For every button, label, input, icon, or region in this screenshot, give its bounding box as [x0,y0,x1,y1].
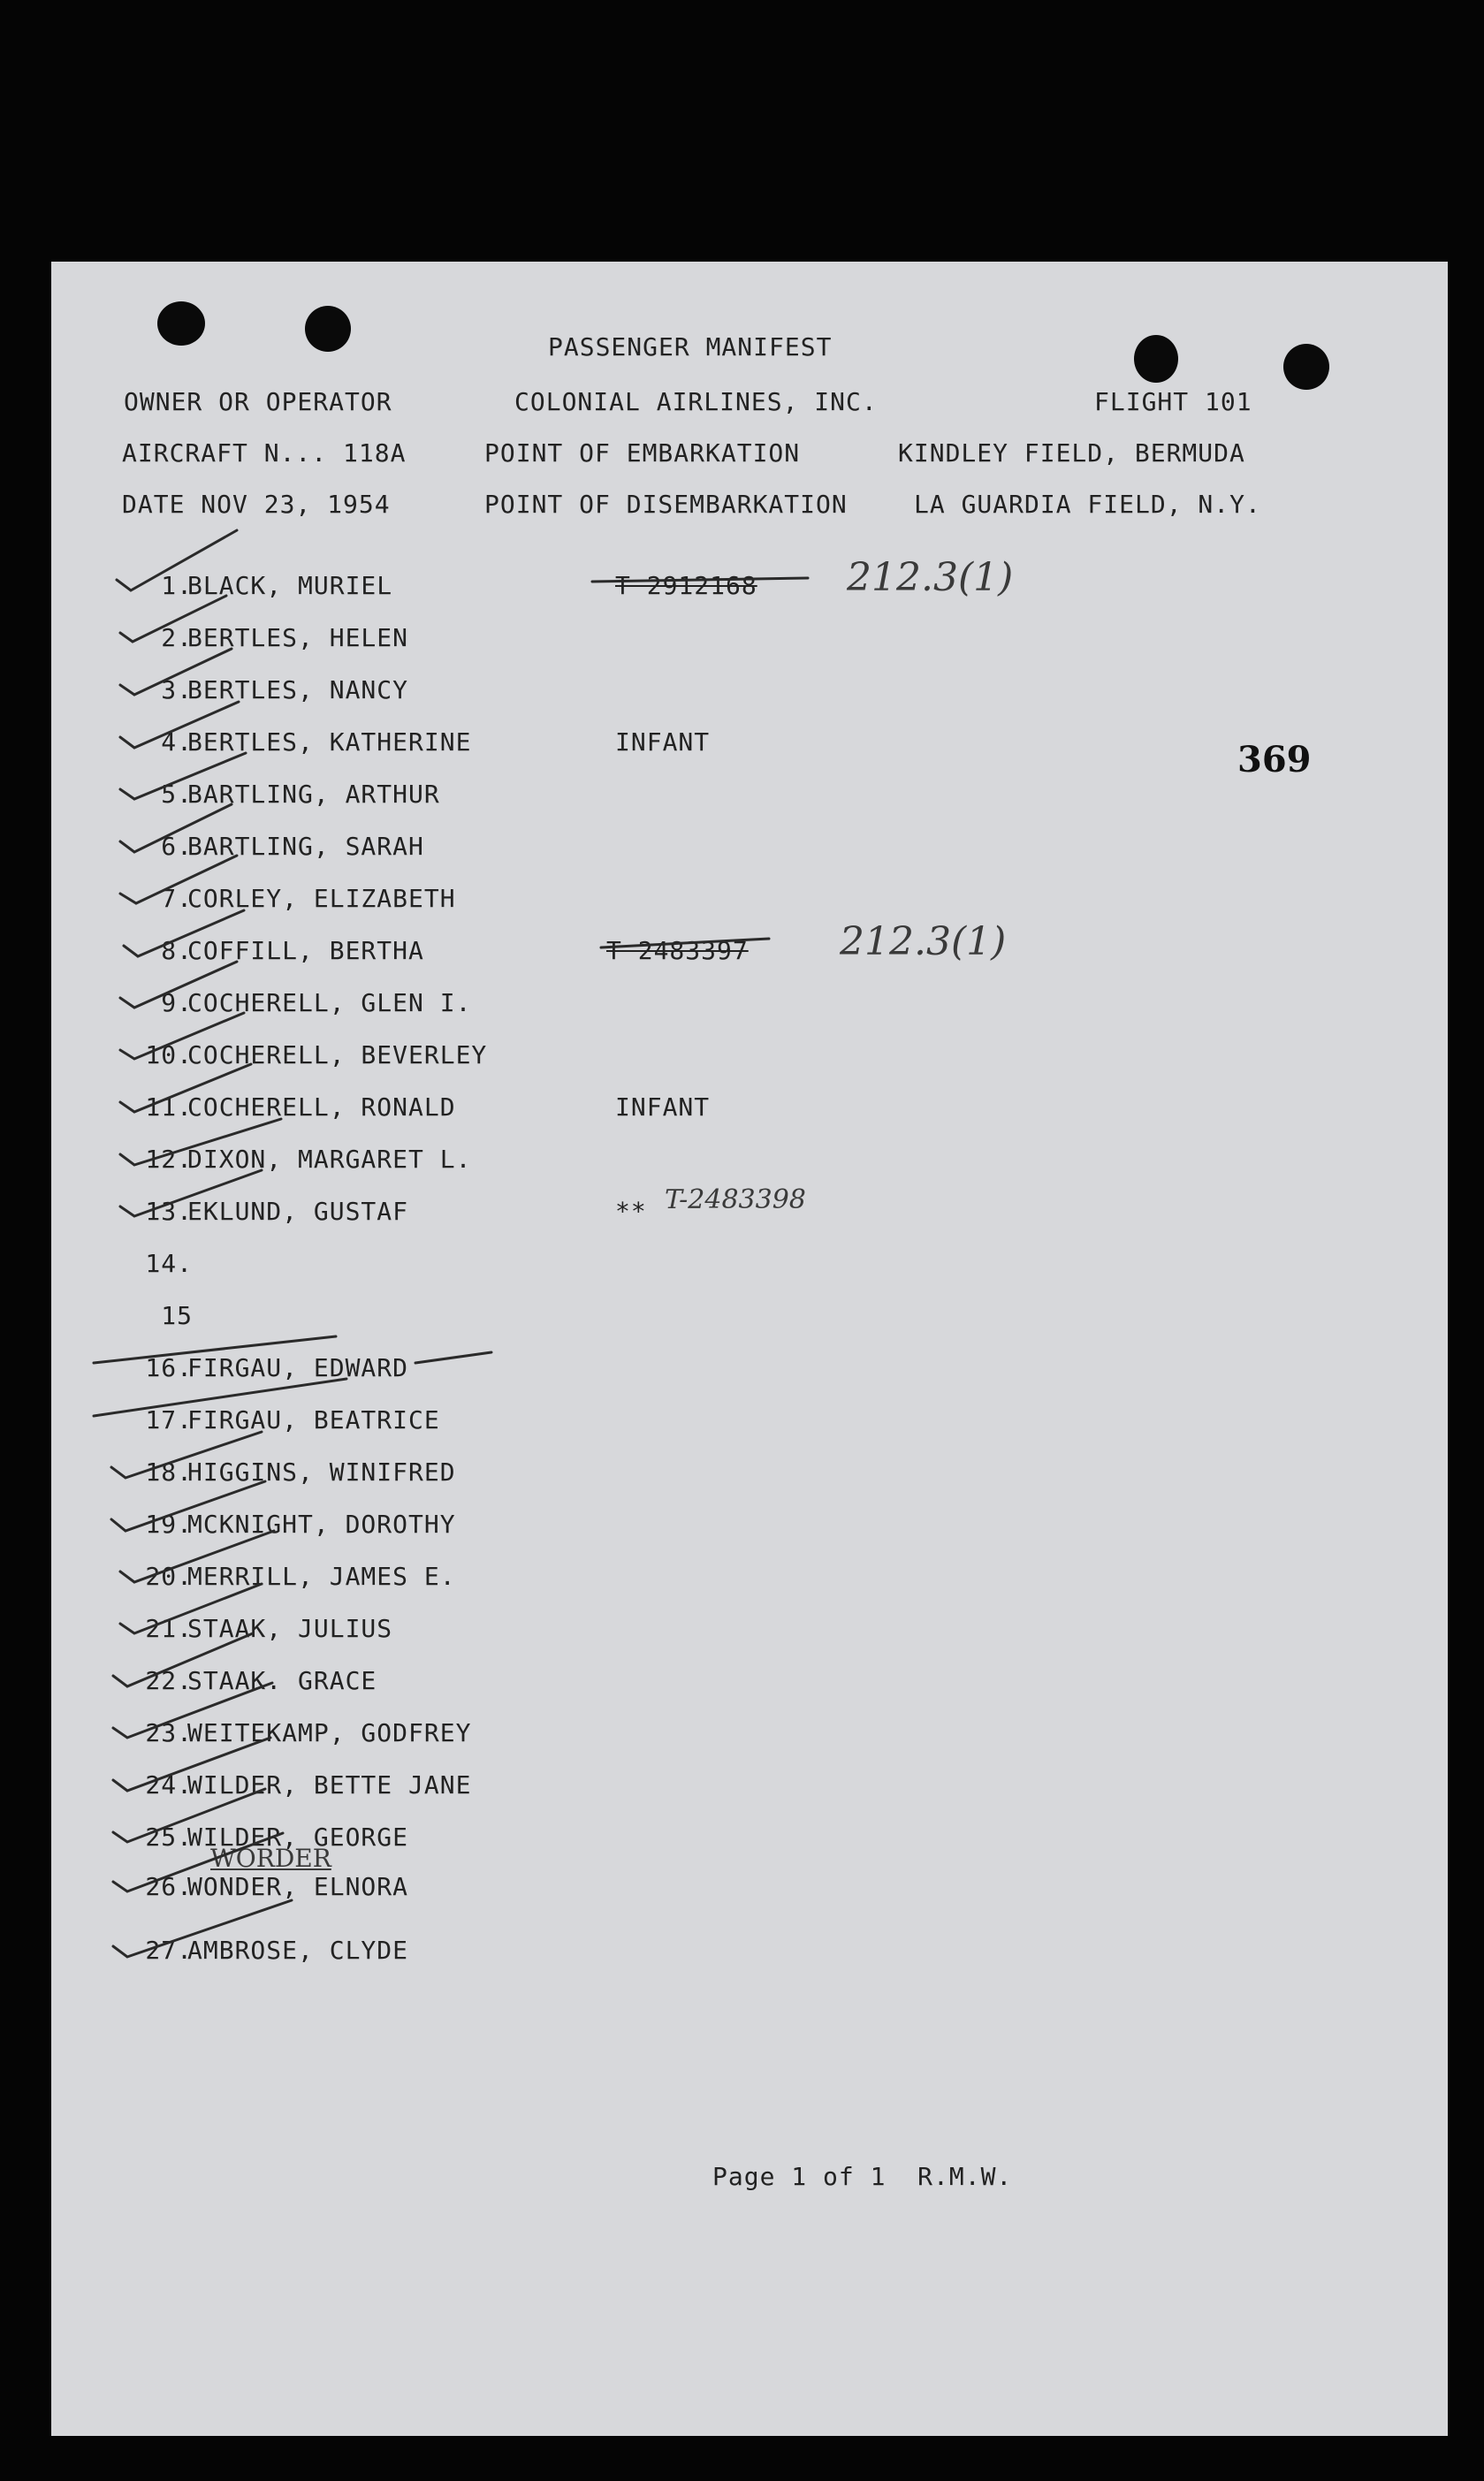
row-number: 7. [161,884,193,913]
handwritten-code: 212.3(1) [840,919,1007,964]
row-number: 6. [161,832,193,861]
disembarkation-label: POINT OF DISEMBARKATION [484,490,848,519]
handwritten-ticket: T-2483398 [665,1184,806,1215]
row-number: 23. [145,1718,193,1747]
passenger-name: BERTLES, KATHERINE [187,727,472,757]
date-label: DATE NOV 23, 1954 [122,490,391,519]
passenger-name: BARTLING, SARAH [187,832,424,861]
row-number: 21. [145,1614,193,1643]
passenger-name: DIXON, MARGARET L. [187,1145,472,1174]
row-number: 9. [161,988,193,1017]
row-number: 25. [145,1823,193,1852]
row-number: 5. [161,780,193,809]
passenger-name: BERTLES, NANCY [187,675,409,704]
passenger-note: INFANT [615,727,711,757]
passenger-name: HIGGINS, WINIFRED [187,1457,456,1487]
passenger-name: BERTLES, HELEN [187,623,409,652]
passenger-name: FIRGAU, EDWARD [187,1353,409,1382]
row-number: 10. [145,1040,193,1069]
passenger-name: COCHERELL, GLEN I. [187,988,472,1017]
passenger-name: STAAK, JULIUS [187,1614,393,1643]
passenger-name: FIRGAU, BEATRICE [187,1405,440,1435]
row-number: 3. [161,675,193,704]
ticket-number: T 2483397 [606,936,749,965]
row-number: 19. [145,1510,193,1539]
row-number: 13. [145,1197,193,1226]
passenger-note: INFANT [615,1092,711,1122]
row-number: 15 [161,1301,193,1330]
owner-value: COLONIAL AIRLINES, INC. [514,387,878,416]
passenger-name: WONDER, ELNORA [187,1872,409,1901]
footer-page-info: Page 1 of 1 R.M.W. [712,2162,1013,2191]
row-number: 18. [145,1457,193,1487]
row-number: 20. [145,1562,193,1591]
passenger-name: BLACK, MURIEL [187,571,393,600]
row-number: 27. [145,1936,193,1965]
passenger-name: AMBROSE, CLYDE [187,1936,409,1965]
row-number: 2. [161,623,193,652]
row-number: 12. [145,1145,193,1174]
row-number: 24. [145,1770,193,1800]
row-number: 8. [161,936,193,965]
row-number: 17. [145,1405,193,1435]
passenger-name: MERRILL, JAMES E. [187,1562,456,1591]
passenger-name: STAAK. GRACE [187,1666,377,1695]
passenger-name: EKLUND, GUSTAF [187,1197,409,1226]
passenger-name: WILDER, BETTE JANE [187,1770,472,1800]
disembarkation-value: LA GUARDIA FIELD, N.Y. [914,490,1261,519]
passenger-name: WILDER, GEORGE [187,1823,409,1852]
passenger-name: COCHERELL, BEVERLEY [187,1040,488,1069]
passenger-name: COFFILL, BERTHA [187,936,424,965]
passenger-name: CORLEY, ELIZABETH [187,884,456,913]
row-number: 26. [145,1872,193,1901]
row-number: 22. [145,1666,193,1695]
row-number: 4. [161,727,193,757]
passenger-name: BARTLING, ARTHUR [187,780,440,809]
row-number: 14. [145,1249,193,1278]
row-number: 1. [161,571,193,600]
row-number: 16. [145,1353,193,1382]
passenger-name: WEITEKAMP, GODFREY [187,1718,472,1747]
row-number: 11. [145,1092,193,1122]
embarkation-label: POINT OF EMBARKATION [484,438,801,468]
aircraft-label: AIRCRAFT N... 118A [122,438,407,468]
manifest-title: PASSENGER MANIFEST [548,332,833,361]
passenger-name: COCHERELL, RONALD [187,1092,456,1122]
handwritten-correction: WORDER [210,1844,331,1873]
passenger-note: ** [615,1197,647,1226]
stamped-page-number: 369 [1237,739,1312,780]
flight-number: FLIGHT 101 [1094,387,1252,416]
ticket-number: T 2912168 [615,571,757,600]
owner-label: OWNER OR OPERATOR [124,387,392,416]
handwritten-code: 212.3(1) [847,555,1014,600]
passenger-name: MCKNIGHT, DOROTHY [187,1510,456,1539]
embarkation-value: KINDLEY FIELD, BERMUDA [898,438,1245,468]
